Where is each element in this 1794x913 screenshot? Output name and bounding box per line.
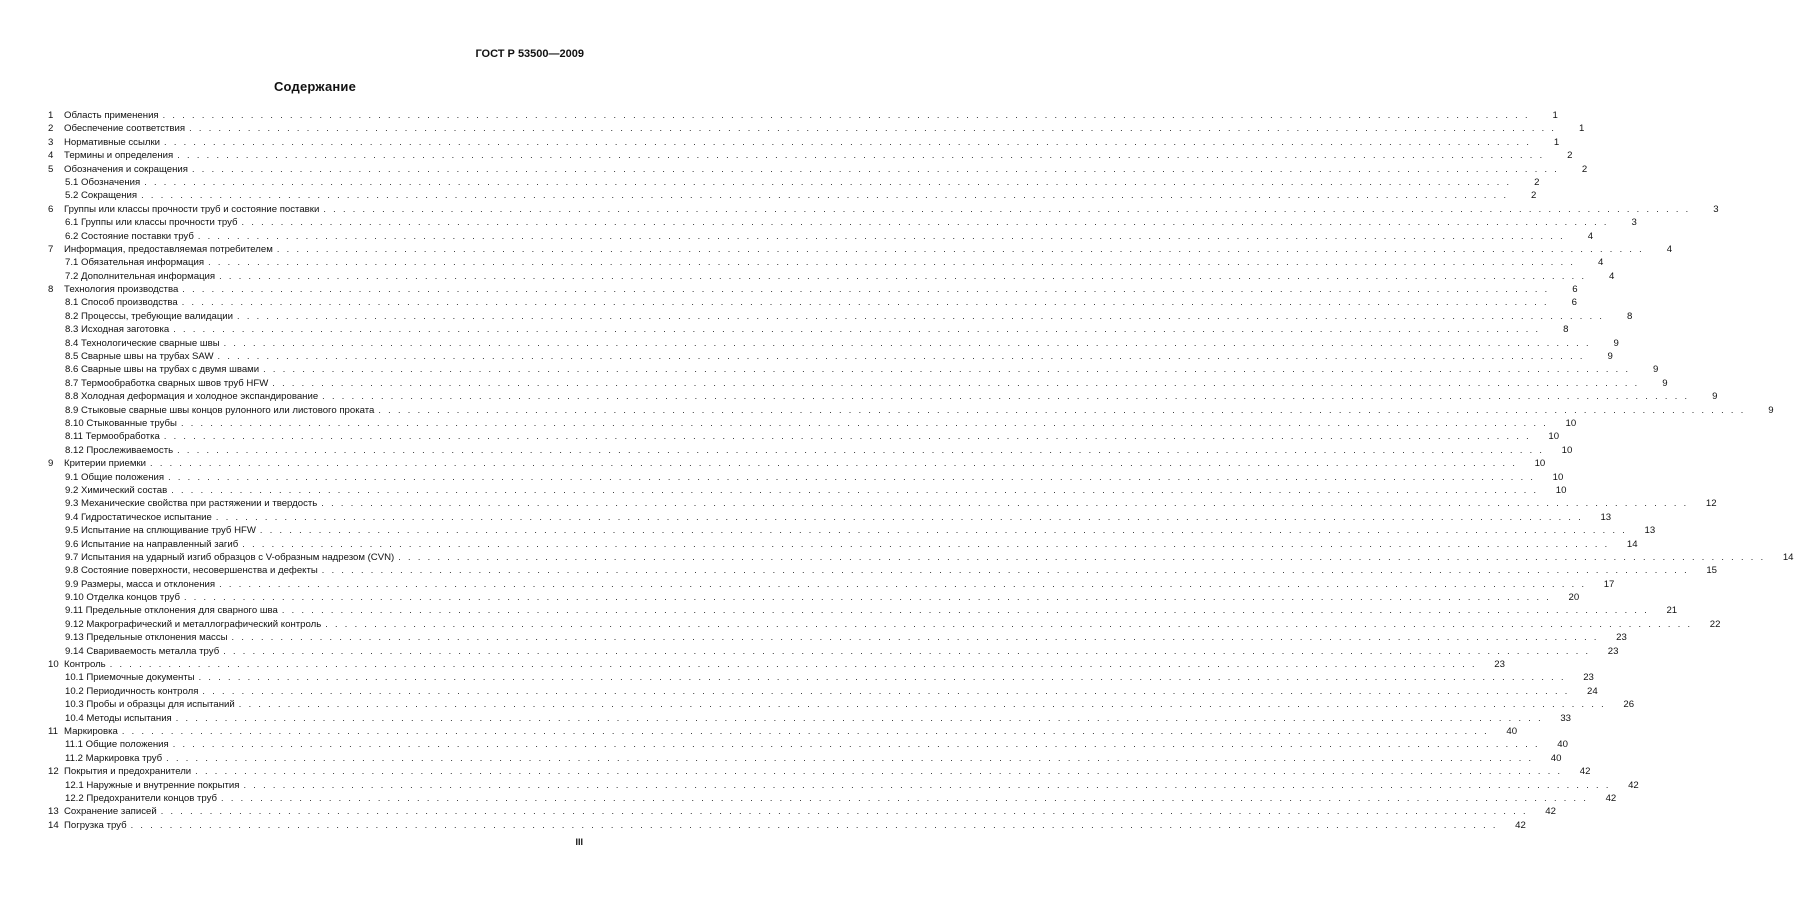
toc-entry-page: 3 (1631, 217, 1637, 229)
toc-entry-page: 42 (1628, 779, 1639, 791)
toc-entry[interactable] (48, 618, 1721, 631)
toc-entry-page: 26 (1623, 699, 1635, 711)
toc-entry-number: 1 (48, 110, 54, 121)
document-number: ГОСТ Р 53500—2009 (475, 48, 584, 60)
toc-leader-dots: . . . . . . . . . . . . . . . . . . . . . . . . . . . . . . . . . . . . . . . . . . . . . . . . . . . . . . . . . . . . . . . . . . . . . . . . . . . . . . . . . . . . . . . . . . . . . . . . . . . . . . . . . . . . . . . . . . . . . . . . . . . . . . . . . . . . . . . . . . . . (162, 110, 1530, 120)
toc-entry-number: 12 (48, 766, 59, 778)
toc-entry-page: 2 (1567, 150, 1573, 162)
toc-entry-title: Технология производства (64, 284, 179, 296)
toc-entry[interactable] (48, 404, 1774, 417)
toc-entry-number: 11 (48, 725, 58, 737)
toc-entry-title: 7.1 Обязательная информация (65, 257, 205, 269)
toc-entry-page: 23 (1616, 632, 1627, 644)
toc-entry-title: 5.2 Сокращения (65, 190, 138, 202)
toc-entry-page: 14 (1626, 538, 1638, 550)
toc-entry[interactable] (48, 645, 1619, 658)
toc-entry[interactable] (48, 283, 1578, 296)
toc-leader-dots: . . . . . . . . . . . . . . . . . . . . . . . . . . . . . . . . . . . . . . . . . . . . . . . . . . . . . . . . . . . . . . . . . . . . . . . . . . . . . . . . . . . . . . . . . . . . . . . . . . . . . . . . . . . . . . . . . . . . . . . . . . . . . . . . . . . . . . . . . . . . (219, 578, 1587, 589)
toc-entry-page: 6 (1571, 297, 1577, 309)
toc-entry-title: 9.6 Испытание на направленный загиб (65, 538, 239, 550)
toc-entry-title: 10.4 Методы испытания (65, 712, 172, 724)
toc-entry[interactable] (48, 725, 1518, 738)
toc-entry[interactable] (48, 430, 1560, 443)
toc-entry[interactable] (48, 591, 1580, 604)
toc-entry-page: 1 (1579, 123, 1585, 135)
toc-leader-dots: . . . . . . . . . . . . . . . . . . . . . . . . . . . . . . . . . . . . . . . . . . . . . . . . . . . . . . . . . . . . . . . . . . . . . . . . . . . . . . . . . . . . . . . . . . . . . . . . . . . . . . . . . . . . . . . . . . . . . . . . . . . . . . . . . . . . . . . . . . . . (281, 605, 1650, 616)
toc-entry-page: 14 (1782, 551, 1794, 563)
toc-entry-title: 8.4 Технологические сварные швы (65, 337, 220, 349)
toc-entry-title: Маркировка (64, 725, 118, 737)
toc-leader-dots: . . . . . . . . . . . . . . . . . . . . . . . . . . . . . . . . . . . . . . . . . . . . . . . . . . . . . . . . . . . . . . . . . . . . . . . . . . . . . . . . . . . . . . . . . . . . . . . . . . . . . . . . . . . . . . . . . . . . . . . . . . . . . . . . . . . . . . . . . . . . (231, 632, 1599, 643)
toc-entry-title: 9.14 Свариваемость металла труб (65, 645, 220, 657)
toc-entry[interactable] (48, 256, 1604, 269)
toc-entry-title: 9.13 Предельные отклонения массы (65, 632, 228, 644)
toc-entry-page: 42 (1605, 792, 1617, 804)
toc-leader-dots: . . . . . . . . . . . . . . . . . . . . . . . . . . . . . . . . . . . . . . . . . . . . . . . . . . . . . . . . . . . . . . . . . . . . . . . . . . . . . . . . . . . . . . . . . . . . . . . . . . . . . . . . . . . . . . . . . . . . . . . . . . . . . . . . . . . . . . . . . . . . (263, 364, 1631, 375)
toc-entry-page: 8 (1626, 310, 1633, 322)
toc-leader-dots: . . . . . . . . . . . . . . . . . . . . . . . . . . . . . . . . . . . . . . . . . . . . . . . . . . . . . . . . . . . . . . . . . . . . . . . . . . . . . . . . . . . . . . . . . . . . . . . . . . . . . . . . . . . . . . . . . . . . . . . . . . . . . . . . . . . . . . . . . . . . (173, 324, 1541, 335)
toc-leader-dots: . . . . . . . . . . . . . . . . . . . . . . . . . . . . . . . . . . . . . . . . . . . . . . . . . . . . . . . . . . . . . . . . . . . . . . . . . . . . . . . . . . . . . . . . . . . . . . . . . . . . . . . . . . . . . . . . . . . . . . . . . . . . . . . . . . . . . . . . . . . . (276, 243, 1645, 254)
toc-entry[interactable] (48, 551, 1794, 564)
toc-entry-page: 8 (1563, 324, 1569, 336)
toc-entry-title: 9.4 Гидростатическое испытание (65, 511, 212, 523)
toc-entry-page: 1 (1552, 110, 1558, 121)
toc-entry-page: 4 (1666, 243, 1673, 255)
toc-leader-dots: . . . . . . . . . . . . . . . . . . . . . . . . . . . . . . . . . . . . . . . . . . . . . . . . . . . . . . . . . . . . . . . . . . . . . . . . . . . . . . . . . . . . . . . . . . . . . . . . . . . . . . . . . . . . . . . . . . . . . . . . . . . . . . . . . . . . . . . . . . . . (202, 685, 1570, 696)
toc-leader-dots: . . . . . . . . . . . . . . . . . . . . . . . . . . . . . . . . . . . . . . . . . . . . . . . . . . . . . . . . . . . . . . . . . . . . . . . . . . . . . . . . . . . . . . . . . . . . . . . . . . . . . . . . . . . . . . . . . . . . . . . . . . . . . . . . . . . . . . . . . . . . (219, 270, 1587, 281)
toc-entry-title: 5.1 Обозначения (65, 176, 141, 188)
toc-entry-page: 10 (1565, 417, 1577, 429)
toc-entry-title: Область применения (64, 110, 159, 121)
toc-entry[interactable] (48, 524, 1656, 537)
toc-leader-dots: . . . . . . . . . . . . . . . . . . . . . . . . . . . . . . . . . . . . . . . . . . . . . . . . . . . . . . . . . . . . . . . . . . . . . . . . . . . . . . . . . . . . . . . . . . . . . . . . . . . . . . . . . . . . . . . . . . . . . . . . . . . . . . . . . . . . . . . . . . . . (180, 417, 1549, 428)
toc-entry[interactable] (48, 564, 1718, 577)
toc-entry-page: 23 (1583, 672, 1594, 684)
toc-entry[interactable] (48, 805, 1556, 818)
toc-entry-title: 9.7 Испытания на ударный изгиб образцов с V-образным надрезом (CVN) (65, 551, 395, 563)
toc-entry[interactable] (48, 444, 1573, 457)
toc-leader-dots: . . . . . . . . . . . . . . . . . . . . . . . . . . . . . . . . . . . . . . . . . . . . . . . . . . . . . . . . . . . . . . . . . . . . . . . . . . . . . . . . . . . . . . . . . . . . . . . . . . . . . . . . . . . . . . . . . . . . . . . . . . . . . . . . . . . . . . . . . . . . (177, 444, 1545, 455)
toc-leader-dots: . . . . . . . . . . . . . . . . . . . . . . . . . . . . . . . . . . . . . . . . . . . . . . . . . . . . . . . . . . . . . . . . . . . . . . . . . . . . . . . . . . . . . . . . . . . . . . . . . . . . . . . . . . . . . . . . . . . . . . . . . . . . . . . . . . . . . . . . . . . . (177, 150, 1545, 161)
toc-leader-dots: . . . . . . . . . . . . . . . . . . . . . . . . . . . . . . . . . . . . . . . . . . . . . . . . . . . . . . . . . . . . . . . . . . . . . . . . . . . . . . . . . . . . . . . . . . . . . . . . . . . . . . . . . . . . . . . . . . . . . . . . . . . . . . . . . . . . . . . . . . . . (215, 511, 1584, 522)
toc-leader-dots: . . . . . . . . . . . . . . . . . . . . . . . . . . . . . . . . . . . . . . . . . . . . . . . . . . . . . . . . . . . . . . . . . . . . . . . . . . . . . . . . . . . . . . . . . . . . . . . . . . . . . . . . . . . . . . . . . . . . . . . . . . . . . . . . . . . . . . . . . . . . (241, 217, 1609, 228)
toc-entry-title: 9.3 Механические свойства при растяжении и твердость (65, 498, 318, 510)
toc-entry-title: Обеспечение соответствия (64, 123, 186, 135)
toc-entry-page: 2 (1581, 163, 1588, 175)
toc-entry-page: 24 (1587, 685, 1598, 697)
toc-entry-title: 10.3 Пробы и образцы для испытаний (65, 699, 235, 711)
toc-entry[interactable] (48, 457, 1546, 470)
toc-entry[interactable] (48, 417, 1577, 430)
toc-leader-dots: . . . . . . . . . . . . . . . . . . . . . . . . . . . . . . . . . . . . . . . . . . . . . . . . . . . . . . . . . . . . . . . . . . . . . . . . . . . . . . . . . . . . . . . . . . . . . . . . . . . . . . . . . . . . . . . . . . . . . . . . . . . . . . . . . . . . . . . . . . . . (189, 123, 1557, 134)
toc-entry-title: 10.2 Периодичность контроля (65, 685, 199, 697)
toc-entry-page: 15 (1706, 565, 1718, 577)
toc-entry-number: 4 (48, 150, 54, 162)
toc-entry-title: 11.2 Маркировка труб (65, 752, 163, 764)
toc-leader-dots: . . . . . . . . . . . . . . . . . . . . . . . . . . . . . . . . . . . . . . . . . . . . . . . . . . . . . . . . . . . . . . . . . . . . . . . . . . . . . . . . . . . . . . . . . . . . . . . . . . . . . . . . . . . . . . . . . . . . . . . . . . . . . . . . . . . . . . . . . . . . (322, 391, 1690, 402)
toc-leader-dots: . . . . . . . . . . . . . . . . . . . . . . . . . . . . . . . . . . . . . . . . . . . . . . . . . . . . . . . . . . . . . . . . . . . . . . . . . . . . . . . . . . . . . . . . . . . . . . . . . . . . . . . . . . . . . . . . . . . . . . . . . . . . . . . . . . . . . . . . . . . . (109, 659, 1477, 670)
toc-entry[interactable] (48, 377, 1668, 390)
toc-entry[interactable] (48, 712, 1571, 725)
toc-entry-number: 14 (48, 819, 59, 831)
toc-leader-dots: . . . . . . . . . . . . . . . . . . . . . . . . . . . . . . . . . . . . . . . . . . . . . . . . . . . . . . . . . . . . . . . . . . . . . . . . . . . . . . . . . . . . . . . . . . . . . . . . . . . . . . . . . . . . . . . . . . . . . . . . . . . . . . . . . . . . . . . . . . . . (217, 351, 1585, 362)
page-number: III (575, 837, 583, 847)
toc-entry-title: Покрытия и предохранители (64, 766, 192, 778)
toc-entry-page: 23 (1607, 645, 1619, 657)
toc-entry-page: 22 (1709, 618, 1721, 630)
toc-entry-page: 17 (1603, 578, 1615, 590)
toc-entry-page: 4 (1597, 257, 1604, 269)
toc-entry[interactable] (48, 163, 1588, 176)
toc-entry[interactable] (48, 296, 1577, 309)
toc-entry-title: 9.10 Отделка концов труб (65, 592, 180, 604)
toc-entry[interactable] (48, 738, 1568, 751)
toc-leader-dots: . . . . . . . . . . . . . . . . . . . . . . . . . . . . . . . . . . . . . . . . . . . . . . . . . . . . . . . . . . . . . . . . . . . . . . . . . . . . . . . . . . . . . . . . . . . . . . . . . . . . . . . . . . . . . . . . . . . . . . . . . . . . . . . . . . . . . . . . . . . . (160, 806, 1528, 817)
toc-entry-page: 2 (1534, 176, 1540, 188)
toc-leader-dots: . . . . . . . . . . . . . . . . . . . . . . . . . . . . . . . . . . . . . . . . . . . . . . . . . . . . . . . . . . . . . . . . . . . . . . . . . . . . . . . . . . . . . . . . . . . . . . . . . . . . . . . . . . . . . . . . . . . . . . . . . . . . . . . . . . . . . . . . . . . . (121, 725, 1490, 736)
toc-entry[interactable] (48, 270, 1615, 283)
toc-leader-dots: . . . . . . . . . . . . . . . . . . . . . . . . . . . . . . . . . . . . . . . . . . . . . . . . . . . . . . . . . . . . . . . . . . . . . . . . . . . . . . . . . . . . . . . . . . . . . . . . . . . . . . . . . . . . . . . . . . . . . . . . . . . . . . . . . . . . . . . . . . . . (223, 645, 1591, 656)
toc-leader-dots: . . . . . . . . . . . . . . . . . . . . . . . . . . . . . . . . . . . . . . . . . . . . . . . . . . . . . . . . . . . . . . . . . . . . . . . . . . . . . . . . . . . . . . . . . . . . . . . . . . . . . . . . . . . . . . . . . . . . . . . . . . . . . . . . . . . . . . . . . . . . (195, 766, 1563, 777)
toc-entry-title: 8.6 Сварные швы на трубах с двумя швами (65, 364, 260, 376)
toc-entry-page: 6 (1572, 284, 1578, 296)
toc-entry[interactable] (48, 230, 1594, 243)
toc-entry-title: Сохранение записей (64, 806, 157, 818)
toc-entry-number: 6 (48, 203, 54, 215)
toc-entry-title: 8.10 Стыкованные трубы (65, 417, 177, 429)
toc-leader-dots: . . . . . . . . . . . . . . . . . . . . . . . . . . . . . . . . . . . . . . . . . . . . . . . . . . . . . . . . . . . . . . . . . . . . . . . . . . . . . . . . . . . . . . . . . . . . . . . . . . . . . . . . . . . . . . . . . . . . . . . . . . . . . . . . . . . . . . . . . . . . (321, 498, 1689, 509)
toc-leader-dots: . . . . . . . . . . . . . . . . . . . . . . . . . . . . . . . . . . . . . . . . . . . . . . . . . . . . . . . . . . . . . . . . . . . . . . . . . . . . . . . . . . . . . . . . . . . . . . . . . . . . . . . . . . . . . . . . . . . . . . . . . . . . . . . . . . . . . . . . . . . . (378, 404, 1746, 415)
toc-entry-title: 8.11 Термообработка (65, 431, 160, 443)
toc-entry-title: 10.1 Приемочные документы (65, 672, 195, 684)
toc-leader-dots: . . . . . . . . . . . . . . . . . . . . . . . . . . . . . . . . . . . . . . . . . . . . . . . . . . . . . . . . . . . . . . . . . . . . . . . . . . . . . . . . . . . . . . . . . . . . . . . . . . . . . . . . . . . . . . . . . . . . . . . . . . . . . . . . . . . . . . . . . . . . (163, 431, 1532, 442)
toc-entry-page: 13 (1644, 525, 1656, 537)
toc-entry[interactable] (48, 752, 1562, 765)
table-of-contents (48, 109, 1794, 832)
toc-entry[interactable] (48, 122, 1585, 135)
toc-entry[interactable] (48, 189, 1537, 202)
toc-leader-dots: . . . . . . . . . . . . . . . . . . . . . . . . . . . . . . . . . . . . . . . . . . . . . . . . . . . . . . . . . . . . . . . . . . . . . . . . . . . . . . . . . . . . . . . . . . . . . . . . . . . . . . . . . . . . . . . . . . . . . . . . . . . . . . . . . . . . . . . . . . . . (150, 458, 1518, 469)
page-title: Содержание (273, 79, 357, 94)
toc-entry-page: 9 (1653, 364, 1659, 376)
toc-entry[interactable] (48, 578, 1615, 591)
toc-leader-dots: . . . . . . . . . . . . . . . . . . . . . . . . . . . . . . . . . . . . . . . . . . . . . . . . . . . . . . . . . . . . . . . . . . . . . . . . . . . . . . . . . . . . . . . . . . . . . . . . . . . . . . . . . . . . . . . . . . . . . . . . . . . . . . . . . . . . . . . . . . . . (238, 699, 1607, 710)
toc-leader-dots: . . . . . . . . . . . . . . . . . . . . . . . . . . . . . . . . . . . . . . . . . . . . . . . . . . . . . . . . . . . . . . . . . . . . . . . . . . . . . . . . . . . . . . . . . . . . . . . . . . . . . . . . . . . . . . . . . . . . . . . . . . . . . . . . . . . . . . . . . . . . (272, 377, 1640, 388)
toc-leader-dots: . . . . . . . . . . . . . . . . . . . . . . . . . . . . . . . . . . . . . . . . . . . . . . . . . . . . . . . . . . . . . . . . . . . . . . . . . . . . . . . . . . . . . . . . . . . . . . . . . . . . . . . . . . . . . . . . . . . . . . . . . . . . . . . . . . . . . . . . . . . . (141, 190, 1509, 201)
toc-entry[interactable] (48, 511, 1612, 524)
toc-entry-page: 10 (1552, 471, 1564, 483)
toc-leader-dots: . . . . . . . . . . . . . . . . . . . . . . . . . . . . . . . . . . . . . . . . . . . . . . . . . . . . . . . . . . . . . . . . . . . . . . . . . . . . . . . . . . . . . . . . . . . . . . . . . . . . . . . . . . . . . . . . . . . . . . . . . . . . . . . . . . . . . . . . . . . . (171, 484, 1539, 495)
toc-entry-page: 4 (1587, 230, 1594, 242)
toc-entry[interactable] (48, 149, 1573, 162)
toc-entry-page: 33 (1560, 712, 1571, 724)
toc-entry-title: 8.3 Исходная заготовка (65, 324, 170, 336)
toc-entry[interactable] (48, 243, 1673, 256)
toc-entry-number: 2 (48, 123, 54, 135)
toc-entry-page: 10 (1548, 431, 1560, 443)
toc-entry-title: 9.11 Предельные отклонения для сварного шва (65, 605, 278, 617)
toc-leader-dots: . . . . . . . . . . . . . . . . . . . . . . . . . . . . . . . . . . . . . . . . . . . . . . . . . . . . . . . . . . . . . . . . . . . . . . . . . . . . . . . . . . . . . . . . . . . . . . . . . . . . . . . . . . . . . . . . . . . . . . . . . . . . . . . . . . . . . . . . . . . . (168, 471, 1536, 482)
toc-leader-dots: . . . . . . . . . . . . . . . . . . . . . . . . . . . . . . . . . . . . . . . . . . . . . . . . . . . . . . . . . . . . . . . . . . . . . . . . . . . . . . . . . . . . . . . . . . . . . . . . . . . . . . . . . . . . . . . . . . . . . . . . . . . . . . . . . . . . . . . . . . . . (259, 525, 1628, 536)
toc-entry-page: 2 (1531, 190, 1537, 202)
toc-leader-dots: . . . . . . . . . . . . . . . . . . . . . . . . . . . . . . . . . . . . . . . . . . . . . . . . . . . . . . . . . . . . . . . . . . . . . . . . . . . . . . . . . . . . . . . . . . . . . . . . . . . . . . . . . . . . . . . . . . . . . . . . . . . . . . . . . . . . . . . . . . . . (221, 792, 1589, 803)
toc-entry[interactable] (48, 779, 1639, 792)
toc-entry-number: 10 (48, 659, 59, 671)
toc-entry-title: 9.2 Химический состав (65, 484, 168, 496)
toc-entry[interactable] (48, 792, 1617, 805)
toc-entry[interactable] (48, 484, 1567, 497)
toc-entry-title: 12.1 Наружные и внутренние покрытия (65, 779, 240, 791)
toc-leader-dots: . . . . . . . . . . . . . . . . . . . . . . . . . . . . . . . . . . . . . . . . . . . . . . . . . . . . . . . . . . . . . . . . . . . . . . . . . . . . . . . . . . . . . . . . . . . . . . . . . . . . . . . . . . . . . . . . . . . . . . . . . . . . . . . . . . . . . . . . . . . . (398, 551, 1766, 562)
toc-entry-page: 9 (1607, 351, 1613, 363)
toc-entry-page: 9 (1613, 337, 1619, 349)
toc-entry[interactable] (48, 350, 1613, 363)
toc-entry-title: 8.8 Холодная деформация и холодное экспандирование (65, 391, 319, 403)
toc-entry-number: 5 (48, 163, 54, 175)
toc-entry[interactable] (48, 176, 1540, 189)
toc-entry[interactable] (48, 685, 1598, 698)
toc-entry[interactable] (48, 538, 1638, 551)
toc-leader-dots: . . . . . . . . . . . . . . . . . . . . . . . . . . . . . . . . . . . . . . . . . . . . . . . . . . . . . . . . . . . . . . . . . . . . . . . . . . . . . . . . . . . . . . . . . . . . . . . . . . . . . . . . . . . . . . . . . . . . . . . . . . . . . . . . . . . . . . . . . . . . (175, 712, 1543, 723)
toc-entry[interactable] (48, 497, 1717, 510)
toc-leader-dots: . . . . . . . . . . . . . . . . . . . . . . . . . . . . . . . . . . . . . . . . . . . . . . . . . . . . . . . . . . . . . . . . . . . . . . . . . . . . . . . . . . . . . . . . . . . . . . . . . . . . . . . . . . . . . . . . . . . . . . . . . . . . . . . . . . . . . . . . . . . . (182, 284, 1550, 295)
toc-entry-page: 40 (1550, 752, 1562, 764)
toc-entry-title: 9.5 Испытание на сплющивание труб HFW (65, 525, 256, 537)
toc-leader-dots: . . . . . . . . . . . . . . . . . . . . . . . . . . . . . . . . . . . . . . . . . . . . . . . . . . . . . . . . . . . . . . . . . . . . . . . . . . . . . . . . . . . . . . . . . . . . . . . . . . . . . . . . . . . . . . . . . . . . . . . . . . . . . . . . . . . . . . . . . . . . (197, 230, 1566, 241)
toc-entry[interactable] (48, 819, 1526, 832)
toc-entry-number: 13 (48, 806, 59, 818)
toc-entry-page: 9 (1662, 377, 1668, 389)
toc-entry-title: 7.2 Дополнительная информация (65, 270, 216, 282)
toc-entry-page: 10 (1534, 458, 1546, 470)
toc-entry-title: 6.2 Состояние поставки труб (65, 230, 194, 242)
toc-entry[interactable] (48, 631, 1627, 644)
toc-entry[interactable] (48, 363, 1659, 376)
toc-entry[interactable] (48, 216, 1637, 229)
toc-entry-page: 1 (1553, 136, 1560, 148)
toc-entry-page: 42 (1579, 766, 1591, 778)
toc-leader-dots: . . . . . . . . . . . . . . . . . . . . . . . . . . . . . . . . . . . . . . . . . . . . . . . . . . . . . . . . . . . . . . . . . . . . . . . . . . . . . . . . . . . . . . . . . . . . . . . . . . . . . . . . . . . . . . . . . . . . . . . . . . . . . . . . . . . . . . . . . . . . (144, 176, 1512, 187)
toc-entry-page: 4 (1609, 270, 1615, 282)
toc-entry[interactable] (48, 604, 1678, 617)
toc-leader-dots: . . . . . . . . . . . . . . . . . . . . . . . . . . . . . . . . . . . . . . . . . . . . . . . . . . . . . . . . . . . . . . . . . . . . . . . . . . . . . . . . . . . . . . . . . . . . . . . . . . . . . . . . . . . . . . . . . . . . . . . . . . . . . . . . . . . . . . . . . . . . (130, 819, 1498, 830)
toc-entry[interactable] (48, 109, 1558, 122)
toc-entry-title: 8.7 Термообработка сварных швов труб HFW (65, 377, 269, 389)
toc-entry-page: 10 (1561, 444, 1573, 456)
toc-entry[interactable] (48, 471, 1564, 484)
toc-entry[interactable] (48, 671, 1594, 684)
toc-entry[interactable] (48, 337, 1619, 350)
toc-entry-title: Обозначения и сокращения (64, 163, 188, 175)
toc-entry-title: Погрузка труб (64, 819, 127, 831)
toc-entry-title: 8.5 Сварные швы на трубах SAW (65, 351, 214, 363)
toc-leader-dots: . . . . . . . . . . . . . . . . . . . . . . . . . . . . . . . . . . . . . . . . . . . . . . . . . . . . . . . . . . . . . . . . . . . . . . . . . . . . . . . . . . . . . . . . . . . . . . . . . . . . . . . . . . . . . . . . . . . . . . . . . . . . . . . . . . . . . . . . . . . . (191, 163, 1560, 174)
toc-entry-title: Информация, предоставляемая потребителем (64, 243, 273, 255)
toc-entry-title: 6.1 Группы или классы прочности труб (65, 217, 238, 229)
toc-entry-title: 8.2 Процессы, требующие валидации (65, 310, 234, 322)
toc-leader-dots: . . . . . . . . . . . . . . . . . . . . . . . . . . . . . . . . . . . . . . . . . . . . . . . . . . . . . . . . . . . . . . . . . . . . . . . . . . . . . . . . . . . . . . . . . . . . . . . . . . . . . . . . . . . . . . . . . . . . . . . . . . . . . . . . . . . . . . . . . . . . (198, 672, 1566, 683)
toc-leader-dots: . . . . . . . . . . . . . . . . . . . . . . . . . . . . . . . . . . . . . . . . . . . . . . . . . . . . . . . . . . . . . . . . . . . . . . . . . . . . . . . . . . . . . . . . . . . . . . . . . . . . . . . . . . . . . . . . . . . . . . . . . . . . . . . . . . . . . . . . . . . . (164, 136, 1532, 147)
toc-entry[interactable] (48, 310, 1633, 323)
toc-entry-page: 10 (1555, 484, 1567, 496)
toc-entry-number: 7 (48, 243, 54, 255)
toc-entry-title: 11.1 Общие положения (65, 739, 169, 751)
toc-entry-page: 20 (1568, 592, 1580, 604)
toc-leader-dots: . . . . . . . . . . . . . . . . . . . . . . . . . . . . . . . . . . . . . . . . . . . . . . . . . . . . . . . . . . . . . . . . . . . . . . . . . . . . . . . . . . . . . . . . . . . . . . . . . . . . . . . . . . . . . . . . . . . . . . . . . . . . . . . . . . . . . . . . . . . . (237, 310, 1605, 321)
toc-entry-page: 42 (1545, 806, 1556, 818)
toc-entry-page: 40 (1506, 725, 1518, 737)
toc-entry[interactable] (48, 658, 1505, 671)
toc-entry-number: 3 (48, 136, 54, 148)
toc-entry[interactable] (48, 390, 1718, 403)
toc-entry-title: Нормативные ссылки (64, 136, 161, 148)
toc-entry-title: Контроль (64, 659, 106, 671)
toc-entry-title: 9.1 Общие положения (65, 471, 165, 483)
toc-leader-dots: . . . . . . . . . . . . . . . . . . . . . . . . . . . . . . . . . . . . . . . . . . . . . . . . . . . . . . . . . . . . . . . . . . . . . . . . . . . . . . . . . . . . . . . . . . . . . . . . . . . . . . . . . . . . . . . . . . . . . . . . . . . . . . . . . . . . . . . . . . . . (166, 752, 1534, 763)
toc-leader-dots: . . . . . . . . . . . . . . . . . . . . . . . . . . . . . . . . . . . . . . . . . . . . . . . . . . . . . . . . . . . . . . . . . . . . . . . . . . . . . . . . . . . . . . . . . . . . . . . . . . . . . . . . . . . . . . . . . . . . . . . . . . . . . . . . . . . . . . . . . . . . (325, 618, 1693, 629)
toc-leader-dots: . . . . . . . . . . . . . . . . . . . . . . . . . . . . . . . . . . . . . . . . . . . . . . . . . . . . . . . . . . . . . . . . . . . . . . . . . . . . . . . . . . . . . . . . . . . . . . . . . . . . . . . . . . . . . . . . . . . . . . . . . . . . . . . . . . . . . . . . . . . . (323, 203, 1691, 214)
toc-leader-dots: . . . . . . . . . . . . . . . . . . . . . . . . . . . . . . . . . . . . . . . . . . . . . . . . . . . . . . . . . . . . . . . . . . . . . . . . . . . . . . . . . . . . . . . . . . . . . . . . . . . . . . . . . . . . . . . . . . . . . . . . . . . . . . . . . . . . . . . . . . . . (172, 739, 1540, 750)
toc-entry-title: 8.1 Способ производства (65, 297, 178, 309)
toc-entry-page: 9 (1712, 391, 1718, 403)
toc-entry-page: 9 (1768, 404, 1774, 416)
toc-leader-dots: . . . . . . . . . . . . . . . . . . . . . . . . . . . . . . . . . . . . . . . . . . . . . . . . . . . . . . . . . . . . . . . . . . . . . . . . . . . . . . . . . . . . . . . . . . . . . . . . . . . . . . . . . . . . . . . . . . . . . . . . . . . . . . . . . . . . . . . . . . . . (243, 779, 1611, 790)
toc-entry-page: 42 (1515, 819, 1526, 831)
toc-entry[interactable] (48, 136, 1560, 149)
toc-entry-title: 9.12 Макрографический и металлографический контроль (65, 618, 322, 630)
toc-leader-dots: . . . . . . . . . . . . . . . . . . . . . . . . . . . . . . . . . . . . . . . . . . . . . . . . . . . . . . . . . . . . . . . . . . . . . . . . . . . . . . . . . . . . . . . . . . . . . . . . . . . . . . . . . . . . . . . . . . . . . . . . . . . . . . . . . . . . . . . . . . . . (242, 538, 1610, 549)
toc-entry-page: 3 (1713, 203, 1719, 215)
toc-entry-number: 8 (48, 284, 54, 296)
toc-entry-title: 8.12 Прослеживаемость (65, 444, 174, 456)
toc-entry[interactable] (48, 203, 1719, 216)
toc-entry[interactable] (48, 765, 1591, 778)
toc-entry-page: 13 (1600, 511, 1612, 523)
toc-entry[interactable] (48, 323, 1569, 336)
toc-entry-page: 40 (1557, 739, 1568, 751)
toc-entry-title: Термины и определения (64, 150, 174, 162)
toc-entry-title: 9.8 Состояние поверхности, несовершенства и дефекты (65, 565, 318, 577)
toc-entry-title: 12.2 Предохранители концов труб (65, 792, 218, 804)
toc-leader-dots: . . . . . . . . . . . . . . . . . . . . . . . . . . . . . . . . . . . . . . . . . . . . . . . . . . . . . . . . . . . . . . . . . . . . . . . . . . . . . . . . . . . . . . . . . . . . . . . . . . . . . . . . . . . . . . . . . . . . . . . . . . . . . . . . . . . . . . . . . . . . (181, 297, 1549, 308)
toc-leader-dots: . . . . . . . . . . . . . . . . . . . . . . . . . . . . . . . . . . . . . . . . . . . . . . . . . . . . . . . . . . . . . . . . . . . . . . . . . . . . . . . . . . . . . . . . . . . . . . . . . . . . . . . . . . . . . . . . . . . . . . . . . . . . . . . . . . . . . . . . . . . . (183, 592, 1552, 603)
toc-entry-title: Группы или классы прочности труб и состояние поставки (64, 203, 320, 215)
toc-entry-title: Критерии приемки (64, 458, 147, 470)
toc-leader-dots: . . . . . . . . . . . . . . . . . . . . . . . . . . . . . . . . . . . . . . . . . . . . . . . . . . . . . . . . . . . . . . . . . . . . . . . . . . . . . . . . . . . . . . . . . . . . . . . . . . . . . . . . . . . . . . . . . . . . . . . . . . . . . . . . . . . . . . . . . . . . (321, 565, 1690, 576)
toc-entry-page: 23 (1494, 659, 1505, 671)
toc-entry-page: 21 (1666, 605, 1678, 617)
toc-entry-title: 9.9 Размеры, масса и отклонения (65, 578, 216, 590)
toc-entry-page: 12 (1705, 498, 1717, 510)
toc-entry-title: 8.9 Стыковые сварные швы концов рулонного или листового проката (65, 404, 375, 416)
toc-leader-dots: . . . . . . . . . . . . . . . . . . . . . . . . . . . . . . . . . . . . . . . . . . . . . . . . . . . . . . . . . . . . . . . . . . . . . . . . . . . . . . . . . . . . . . . . . . . . . . . . . . . . . . . . . . . . . . . . . . . . . . . . . . . . . . . . . . . . . . . . . . . . (208, 257, 1576, 268)
toc-entry-number: 9 (48, 458, 54, 470)
toc-entry[interactable] (48, 698, 1635, 711)
toc-leader-dots: . . . . . . . . . . . . . . . . . . . . . . . . . . . . . . . . . . . . . . . . . . . . . . . . . . . . . . . . . . . . . . . . . . . . . . . . . . . . . . . . . . . . . . . . . . . . . . . . . . . . . . . . . . . . . . . . . . . . . . . . . . . . . . . . . . . . . . . . . . . . (223, 337, 1591, 348)
